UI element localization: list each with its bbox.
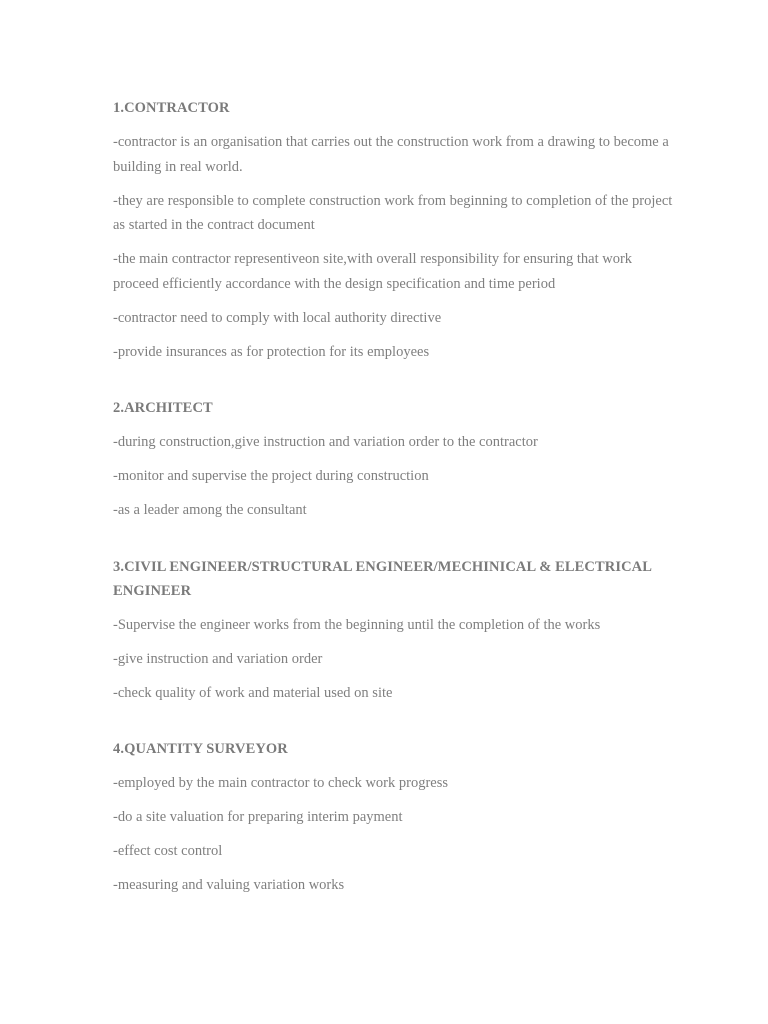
list-item: -effect cost control [113,843,223,859]
section-engineer [113,555,673,706]
list-item: -employed by the main contractor to check work progress [113,775,449,791]
list-item: -during construction,give instruction and variation order to the contractor [113,434,538,450]
section-heading: 2.ARCHITECT [113,400,213,416]
list-item: -they are responsible to complete construction work from beginning to completion of the project as started in the contract document [113,192,673,233]
list-item: -the main contractor representiveon site,with overall responsibility for ensuring that work proceed efficiently accordance with the design specification and time period [113,251,633,292]
list-item: -do a site valuation for preparing interim payment [113,809,403,825]
section-architect [113,396,673,523]
section-contractor [113,96,673,364]
list-item: -measuring and valuing variation works [113,877,345,893]
list-item: -monitor and supervise the project during construction [113,468,429,484]
section-heading: 1.CONTRACTOR [113,100,230,116]
list-item: -contractor is an organisation that carries out the construction work from a drawing to become a building in real world. [113,134,669,175]
list-item: -give instruction and variation order [113,650,323,667]
section-heading: 3.CIVIL ENGINEER/STRUCTURAL ENGINEER/MECHINICAL & ELECTRICAL ENGINEER [113,558,652,599]
list-item: -check quality of work and material used on site [113,684,393,701]
list-item: -Supervise the engineer works from the beginning until the completion of the works [113,616,601,633]
section-quantity-surveyor [113,737,673,898]
section-heading: 4.QUANTITY SURVEYOR [113,741,288,757]
document-page [113,96,673,930]
list-item: -as a leader among the consultant [113,502,307,518]
list-item: -provide insurances as for protection for its employees [113,343,430,360]
list-item: -contractor need to comply with local authority directive [113,309,442,326]
